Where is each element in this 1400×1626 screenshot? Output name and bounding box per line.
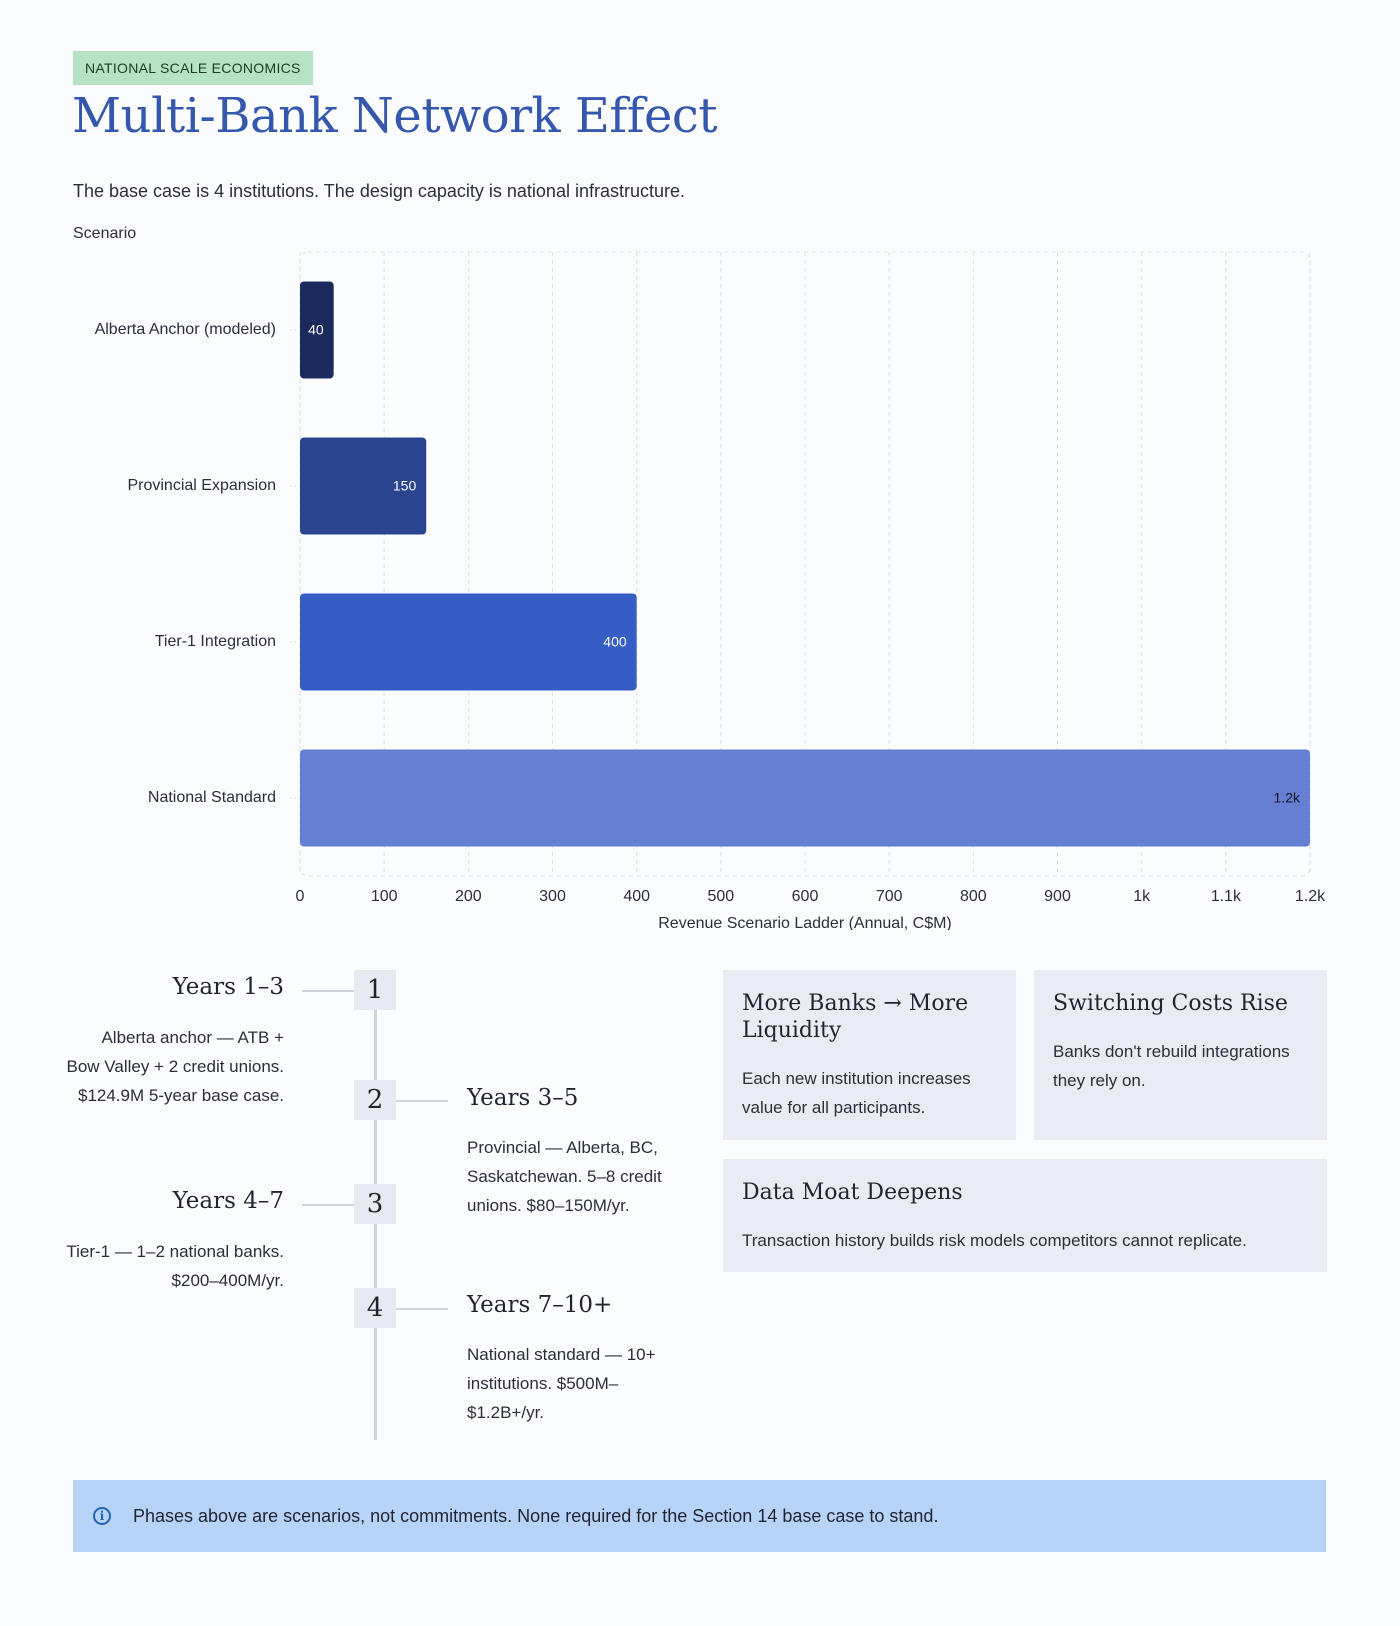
x-tick-label: 900 xyxy=(1044,888,1071,905)
data-label: 150 xyxy=(392,477,417,494)
timeline-connector xyxy=(302,1204,354,1206)
timeline-heading-1: Years 1–3 xyxy=(172,974,284,1000)
timeline-connector xyxy=(396,1100,448,1102)
card-switching-costs xyxy=(1034,970,1327,1140)
card-more-banks xyxy=(723,970,1016,1140)
card-body: Transaction history builds risk models competitors cannot replicate. xyxy=(742,1231,1247,1250)
x-tick-label: 1k xyxy=(1133,888,1151,905)
timeline-body-2: Provincial — Alberta, BC, Saskatchewan. 5–8 credit unions. $80–150M/yr. xyxy=(467,1138,662,1215)
card-body: Each new institution increases value for all participants. xyxy=(742,1069,971,1117)
x-tick-label: 200 xyxy=(454,888,482,905)
x-tick-label: 100 xyxy=(370,888,398,905)
x-tick-label: 0 xyxy=(295,888,305,905)
category-label: Tier-1 Integration xyxy=(154,633,276,651)
timeline-heading-3: Years 4–7 xyxy=(172,1188,284,1214)
y-axis-title: Scenario xyxy=(73,225,137,242)
timeline-node-3: 3 xyxy=(354,1184,396,1224)
card-body: Banks don't rebuild integrations they rely on. xyxy=(1053,1042,1290,1090)
card-title: Switching Costs Rise xyxy=(1053,991,1288,1016)
data-label: 40 xyxy=(308,321,324,338)
timeline-connector xyxy=(302,990,354,992)
bar-2 xyxy=(300,594,637,691)
timeline-node-4: 4 xyxy=(354,1288,396,1328)
x-tick-label: 800 xyxy=(959,888,987,905)
category-label: National Standard xyxy=(147,789,276,807)
page-subtitle: The base case is 4 institutions. The design capacity is national infrastructure. xyxy=(73,181,685,201)
timeline-node-2: 2 xyxy=(354,1080,396,1120)
data-label: 400 xyxy=(603,633,627,650)
x-tick-label: 1.1k xyxy=(1210,888,1241,905)
disclaimer-note xyxy=(73,1480,1326,1552)
timeline-body-3: Tier-1 — 1–2 national banks. $200–400M/yr. xyxy=(66,1242,284,1290)
x-tick-label: 500 xyxy=(707,888,735,905)
data-label: 1.2k xyxy=(1273,789,1300,806)
timeline-heading-4: Years 7–10+ xyxy=(467,1292,613,1318)
timeline-connector xyxy=(396,1308,448,1310)
x-tick-label: 600 xyxy=(791,888,819,905)
page-title: Multi-Bank Network Effect xyxy=(72,88,718,144)
x-tick-label: 300 xyxy=(539,888,566,905)
card-title: Data Moat Deepens xyxy=(742,1180,963,1205)
card-title: More Banks → More Liquidity xyxy=(742,991,969,1043)
category-label: Provincial Expansion xyxy=(127,477,276,495)
category-label: Alberta Anchor (modeled) xyxy=(94,321,276,339)
x-tick-label: 1.2k xyxy=(1294,888,1326,905)
x-tick-label: 700 xyxy=(875,888,903,905)
bar-3 xyxy=(300,750,1310,847)
disclaimer-text: Phases above are scenarios, not commitments. None required for the Section 14 base case to stand. xyxy=(133,1505,939,1526)
timeline-body-4: National standard — 10+ institutions. $500M–$1.2B+/yr. xyxy=(467,1345,656,1422)
revenue-bar-chart xyxy=(0,240,1400,930)
timeline-heading-2: Years 3–5 xyxy=(467,1085,579,1111)
x-tick-label: 400 xyxy=(623,888,651,905)
x-axis-title: Revenue Scenario Ladder (Annual, C$M) xyxy=(658,915,952,930)
timeline-node-1: 1 xyxy=(354,970,396,1010)
timeline-body-1: Alberta anchor — ATB + Bow Valley + 2 credit unions. $124.9M 5-year base case. xyxy=(66,1028,284,1105)
info-icon: i xyxy=(93,1507,111,1525)
section-eyebrow-badge: NATIONAL SCALE ECONOMICS xyxy=(73,51,313,85)
card-data-moat xyxy=(723,1159,1327,1272)
